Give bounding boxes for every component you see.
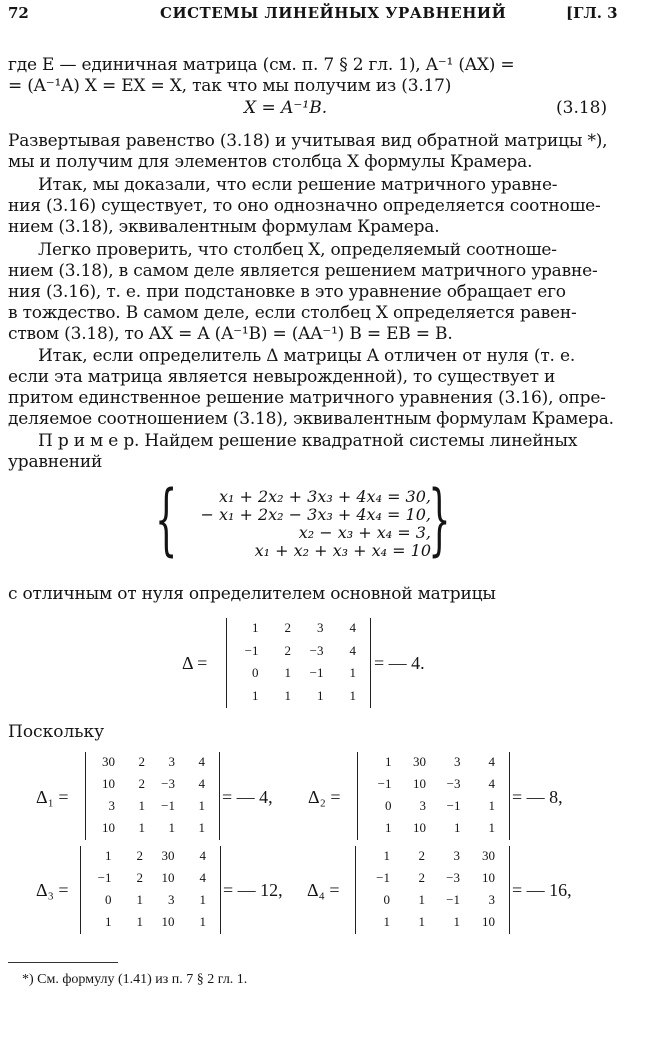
det-cell: 4 — [488, 776, 495, 791]
det-cell: 1 — [168, 820, 175, 835]
det-cell: 4 — [199, 848, 206, 863]
det-cell: 1 — [349, 687, 356, 703]
equation-4: x₁ + x₂ + x₃ + x₄ = 10 — [254, 541, 431, 560]
text-line: Итак, мы доказали, что если решение матричного уравне- — [38, 175, 558, 195]
det-cell: 1 — [385, 754, 392, 769]
det-cell: 1 — [136, 914, 143, 929]
det-cell: 1 — [199, 914, 206, 929]
footnote-rule — [8, 962, 118, 963]
det-cell: 1 — [198, 820, 205, 835]
text-line: уравнений — [8, 452, 103, 472]
det-cell: 1 — [138, 798, 145, 813]
det-cell: 10 — [161, 870, 175, 885]
text-line: Развертывая равенство (3.18) и учитывая вид обратной матрицы *), — [8, 131, 608, 151]
delta-1-result: = — 4, — [222, 787, 273, 807]
det-cell: −1 — [376, 870, 390, 885]
delta-result: = — 4. — [374, 653, 425, 673]
text-line: притом единственное решение матричного уравнения (3.16), опре- — [8, 388, 606, 408]
det-cell: 1 — [488, 798, 495, 813]
det-cell: 4 — [349, 642, 356, 658]
text-line: с отличным от нуля определителем основной матрицы — [8, 584, 496, 604]
det-cell: 1 — [138, 820, 145, 835]
det-cell: 3 — [453, 848, 460, 863]
det-cell: 0 — [383, 892, 390, 907]
det-left-bar — [85, 752, 86, 840]
det-cell: 2 — [138, 754, 145, 769]
det-cell: 1 — [418, 892, 425, 907]
det-cell: 0 — [105, 892, 112, 907]
det-cell: 0 — [385, 798, 392, 813]
det-cell: 1 — [105, 914, 112, 929]
text-line: Легко проверить, что столбец X, определяемый соотноше- — [38, 240, 557, 260]
det-cell: 3 — [168, 892, 175, 907]
det-cell: 10 — [482, 914, 495, 929]
det-cell: 4 — [198, 776, 205, 791]
det-cell: 1 — [252, 620, 259, 635]
det-cell: 4 — [199, 870, 206, 885]
det-cell: 30 — [161, 848, 175, 863]
det-cell: 1 — [252, 687, 259, 703]
det-cell: 1 — [385, 820, 392, 835]
intro-line-1: где E — единичная матрица (см. п. 7 § 2 гл. 1), A⁻¹ (AX) = — [8, 55, 515, 75]
det-cell: 1 — [317, 687, 324, 703]
text-line: в тождество. В самом деле, если столбец X определяется равен- — [8, 303, 577, 323]
text-line: ния (3.16) существует, то оно однозначно определяется соотноше- — [8, 196, 601, 216]
det-cell: 3 — [317, 620, 324, 635]
text-line: если эта матрица является невырожденной), то существует и — [8, 367, 556, 387]
det-cell: 30 — [413, 754, 426, 769]
delta-1-label: Δ₁ = — [36, 787, 69, 807]
text-line: ния (3.16), т. е. при подстановке в это уравнение обращает его — [8, 282, 566, 302]
det-left-bar — [357, 752, 358, 840]
det-left-bar — [226, 618, 227, 708]
det-cell: −1 — [309, 665, 324, 680]
det-cell: 30 — [482, 848, 495, 863]
det-cell: 4 — [488, 754, 495, 769]
det-left-bar — [80, 846, 81, 934]
determinant-1 — [85, 752, 221, 840]
delta-4-result: = — 16, — [512, 880, 572, 900]
determinant-2 — [357, 752, 511, 840]
det-cell: 2 — [138, 776, 145, 791]
det-cell: −1 — [446, 892, 460, 907]
det-cell: 10 — [413, 820, 426, 835]
det-cell: 3 — [168, 754, 175, 769]
det-cell: −3 — [309, 642, 324, 658]
det-right-bar — [220, 846, 221, 934]
det-cell: 1 — [454, 820, 461, 835]
det-cell: 1 — [349, 665, 356, 680]
page-number: 72 — [8, 4, 29, 22]
det-cell: 0 — [252, 665, 259, 680]
equation-3: x₂ − x₃ + x₄ = 3, — [298, 523, 431, 542]
det-cell: −3 — [446, 776, 461, 791]
det-cell: −1 — [97, 870, 112, 885]
det-cell: 1 — [105, 848, 112, 863]
det-right-bar — [219, 752, 220, 840]
det-cell: 2 — [284, 620, 291, 635]
running-title: СИСТЕМЫ ЛИНЕЙНЫХ УРАВНЕНИЙ — [160, 4, 507, 22]
det-cell: 10 — [161, 914, 175, 929]
chapter-ref: [ГЛ. 3 — [566, 4, 618, 22]
det-cell: 2 — [136, 870, 143, 885]
delta-3-label: Δ₃ = — [36, 880, 69, 900]
equation-system — [155, 475, 451, 565]
delta-2-label: Δ₂ = — [308, 787, 341, 807]
det-right-bar — [509, 846, 510, 934]
right-brace: } — [428, 475, 451, 565]
left-brace: { — [155, 475, 178, 565]
det-cell: 2 — [284, 642, 291, 658]
formula-number: (3.18) — [556, 98, 608, 118]
det-cell: −3 — [446, 870, 460, 885]
det-cell: 30 — [102, 754, 115, 769]
formula-3-18: X = A⁻¹B. — [244, 98, 328, 118]
det-cell: 3 — [454, 754, 461, 769]
det-cell: 1 — [284, 665, 291, 680]
det-cell: 1 — [488, 820, 495, 835]
det-right-bar — [370, 618, 371, 708]
det-cell: 1 — [383, 848, 390, 863]
det-cell: −1 — [377, 776, 392, 791]
det-cell: 1 — [199, 892, 206, 907]
det-cell: 2 — [136, 848, 143, 863]
det-left-bar — [355, 846, 356, 934]
det-cell: 10 — [102, 820, 115, 835]
determinant-3 — [80, 846, 222, 934]
delta-label: Δ = — [182, 653, 208, 673]
text-line: Итак, если определитель Δ матрицы A отличен от нуля (т. е. — [38, 346, 576, 366]
det-cell: 3 — [488, 892, 495, 907]
text-line: деляемое соотношением (3.18), эквивалентным формулам Крамера. — [8, 409, 614, 429]
det-cell: 3 — [419, 798, 426, 813]
delta-2-result: = — 8, — [512, 787, 563, 807]
det-cell: 4 — [198, 754, 205, 769]
text-line: нием (3.18), эквивалентным формулам Крамера. — [8, 217, 440, 237]
det-cell: −1 — [161, 798, 175, 813]
text-line: ством (3.18), то AX = A (A⁻¹B) = (AA⁻¹) B = EB = B. — [8, 324, 453, 344]
det-cell: 1 — [418, 914, 425, 929]
delta-4-label: Δ₄ = — [307, 880, 340, 900]
det-right-bar — [509, 752, 510, 840]
text-line: нием (3.18), в самом деле является решением матричного уравне- — [8, 261, 598, 281]
det-cell: −1 — [244, 642, 259, 658]
det-cell: 10 — [482, 870, 495, 885]
text-line: Поскольку — [8, 722, 105, 742]
det-cell: −3 — [161, 776, 175, 791]
det-cell: 1 — [453, 914, 460, 929]
det-cell: 1 — [383, 914, 390, 929]
equation-2: − x₁ + 2x₂ − 3x₃ + 4x₄ = 10, — [200, 505, 431, 524]
det-cell: 10 — [413, 776, 426, 791]
det-cell: 1 — [284, 687, 291, 703]
det-cell: 10 — [102, 776, 115, 791]
det-cell: 2 — [418, 870, 425, 885]
delta-3-result: = — 12, — [223, 880, 283, 900]
intro-line-2: = (A⁻¹A) X = EX = X, так что мы получим из (3.17) — [8, 76, 452, 96]
main-determinant — [226, 618, 372, 708]
det-cell: 3 — [108, 798, 115, 813]
determinant-4 — [355, 846, 511, 934]
det-cell: −1 — [446, 798, 461, 813]
footnote: *) См. формулу (1.41) из п. 7 § 2 гл. 1. — [22, 972, 248, 987]
det-cell: 1 — [136, 892, 143, 907]
det-cell: 4 — [349, 620, 356, 635]
det-cell: 2 — [418, 848, 425, 863]
equation-1: x₁ + 2x₂ + 3x₃ + 4x₄ = 30, — [218, 487, 431, 506]
text-line: П р и м е р. Найдем решение квадратной системы линейных — [38, 431, 578, 451]
det-cell: 1 — [198, 798, 205, 813]
text-line: мы и получим для элементов столбца X формулы Крамера. — [8, 152, 533, 172]
